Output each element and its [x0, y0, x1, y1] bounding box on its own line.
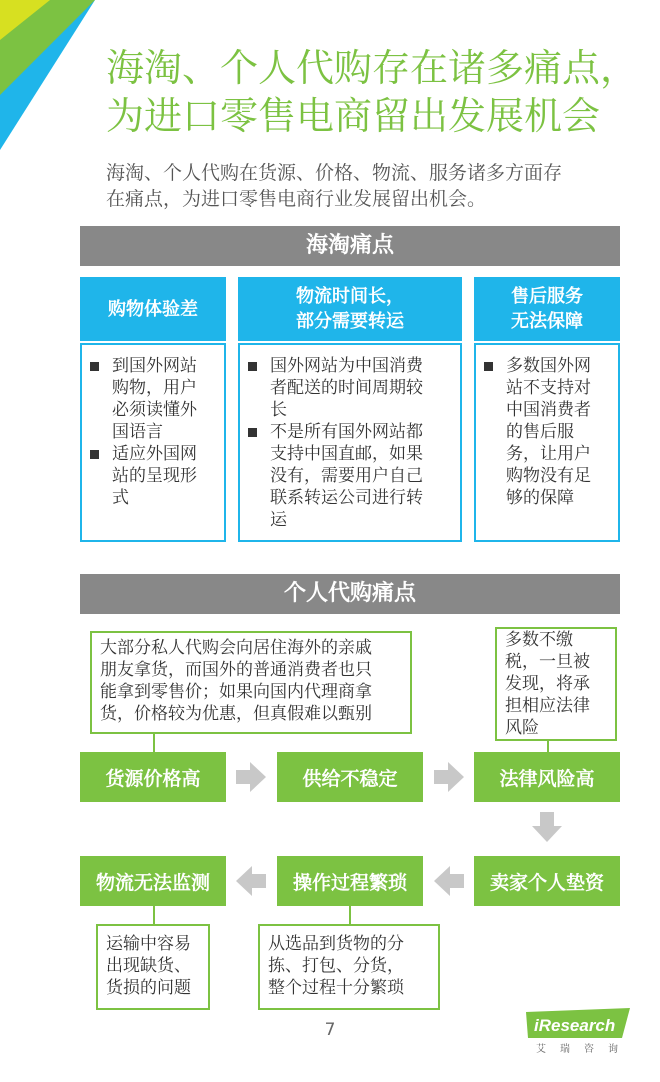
bullet-line: 国语言 [112, 422, 163, 442]
connector-line [547, 741, 549, 752]
note-line: 拣、打包、分货， [268, 956, 404, 976]
note-line: 货损的问题 [106, 978, 191, 998]
haitao-col1-bullet-2 [90, 443, 216, 509]
note-line: 大部分私人代购会向居住海外的亲戚 [100, 638, 372, 658]
note-line: 多数不缴 [505, 630, 573, 650]
arrow-left-icon [236, 866, 266, 896]
note-line: 税，一旦被 [505, 652, 590, 672]
intro-text [106, 160, 626, 212]
bullet-line: 多数国外网 [506, 356, 591, 376]
bullet-square-icon [248, 362, 257, 371]
box-source-price-high: 货源价格高 [80, 752, 226, 802]
box-logistics-unmonitored: 物流无法监测 [80, 856, 226, 906]
bullet-square-icon [248, 428, 257, 437]
bullet-line: 长 [270, 400, 287, 420]
title-line-1: 海淘、个人代购存在诸多痛点， [106, 46, 639, 90]
svg-text:iResearch: iResearch [534, 1016, 616, 1035]
bullet-line: 没有，需要用户自己 [270, 466, 423, 486]
haitao-col2-heading-line-1: 物流时间长， [296, 286, 404, 307]
bullet-line: 运 [270, 510, 287, 530]
arrow-down-icon [532, 812, 562, 842]
bullet-line: 不是所有国外网站都 [270, 422, 423, 442]
iresearch-logo [526, 1008, 630, 1040]
haitao-col2-heading [238, 277, 462, 341]
bullet-line: 站的呈现形 [112, 466, 197, 486]
bullet-line: 者配送的时间周期较 [270, 378, 423, 398]
connector-line [153, 906, 155, 924]
box-process-cumbersome: 操作过程繁琐 [277, 856, 423, 906]
note-source-price [90, 631, 412, 734]
bullet-line: 中国消费者 [506, 400, 591, 420]
bullet-line: 联系转运公司进行转 [270, 488, 423, 508]
page-number: 7 [324, 1020, 336, 1040]
arrow-left-icon [434, 866, 464, 896]
note-line: 风险 [505, 718, 539, 738]
corner-decoration [0, 0, 110, 150]
bullet-square-icon [90, 450, 99, 459]
haitao-col1-bullet-1 [90, 355, 216, 443]
note-line: 朋友拿货，而国外的普通消费者也只 [100, 660, 372, 680]
haitao-col1-body [80, 343, 226, 542]
intro-line-1: 海淘、个人代购在货源、价格、物流、服务诸多方面存 [106, 162, 563, 184]
daigou-section-header: 个人代购痛点 [80, 574, 620, 614]
note-logistics [96, 924, 210, 1010]
arrow-right-icon [434, 762, 464, 792]
bullet-line: 购物没有足 [506, 466, 591, 486]
note-line: 整个过程十分繁琐 [268, 978, 404, 998]
haitao-section-header: 海淘痛点 [80, 226, 620, 266]
logo-subtitle: 艾瑞咨询 [536, 1044, 632, 1055]
haitao-col3-heading-line-1: 售后服务 [511, 286, 583, 307]
note-line: 发现，将承 [505, 674, 590, 694]
connector-line [153, 734, 155, 752]
note-line: 担相应法律 [505, 696, 590, 716]
haitao-col2-body [238, 343, 462, 542]
haitao-col1-heading [80, 277, 226, 341]
title-line-2: 为进口零售电商留出发展机会 [106, 94, 601, 138]
bullet-line: 支持中国直邮，如果 [270, 444, 423, 464]
haitao-col3-body [474, 343, 620, 542]
bullet-square-icon [484, 362, 493, 371]
box-seller-advance-funds: 卖家个人垫资 [474, 856, 620, 906]
bullet-line: 国外网站为中国消费 [270, 356, 423, 376]
arrow-right-icon [236, 762, 266, 792]
bullet-square-icon [90, 362, 99, 371]
note-line: 能拿到零售价；如果向国内代理商拿 [100, 682, 372, 702]
haitao-col3-bullet-1 [484, 355, 610, 509]
bullet-line: 站不支持对 [506, 378, 591, 398]
note-line: 货，价格较为优惠，但真假难以甄别 [100, 704, 372, 724]
bullet-line: 适应外国网 [112, 444, 197, 464]
note-line: 运输中容易 [106, 934, 191, 954]
bullet-line: 购物，用户 [112, 378, 197, 398]
bullet-line: 务，让用户 [506, 444, 591, 464]
box-supply-unstable: 供给不稳定 [277, 752, 423, 802]
bullet-line: 必须读懂外 [112, 400, 197, 420]
bullet-line: 够的保障 [506, 488, 574, 508]
note-legal-risk [495, 627, 617, 741]
note-process [258, 924, 440, 1010]
haitao-col3-heading-line-2: 无法保障 [511, 311, 583, 332]
intro-line-2: 在痛点，为进口零售电商行业发展留出机会。 [106, 188, 487, 210]
haitao-col2-bullet-2 [248, 421, 452, 531]
haitao-col2-heading-line-2: 部分需要转运 [296, 311, 404, 332]
haitao-col3-heading [474, 277, 620, 341]
note-line: 从选品到货物的分 [268, 934, 404, 954]
haitao-col1-heading-text: 购物体验差 [108, 298, 198, 320]
page-title [106, 44, 639, 140]
box-legal-risk-high: 法律风险高 [474, 752, 620, 802]
bullet-line: 的售后服 [506, 422, 574, 442]
connector-line [349, 906, 351, 924]
bullet-line: 到国外网站 [112, 356, 197, 376]
haitao-col2-bullet-1 [248, 355, 452, 421]
bullet-line: 式 [112, 488, 129, 508]
note-line: 出现缺货、 [106, 956, 191, 976]
